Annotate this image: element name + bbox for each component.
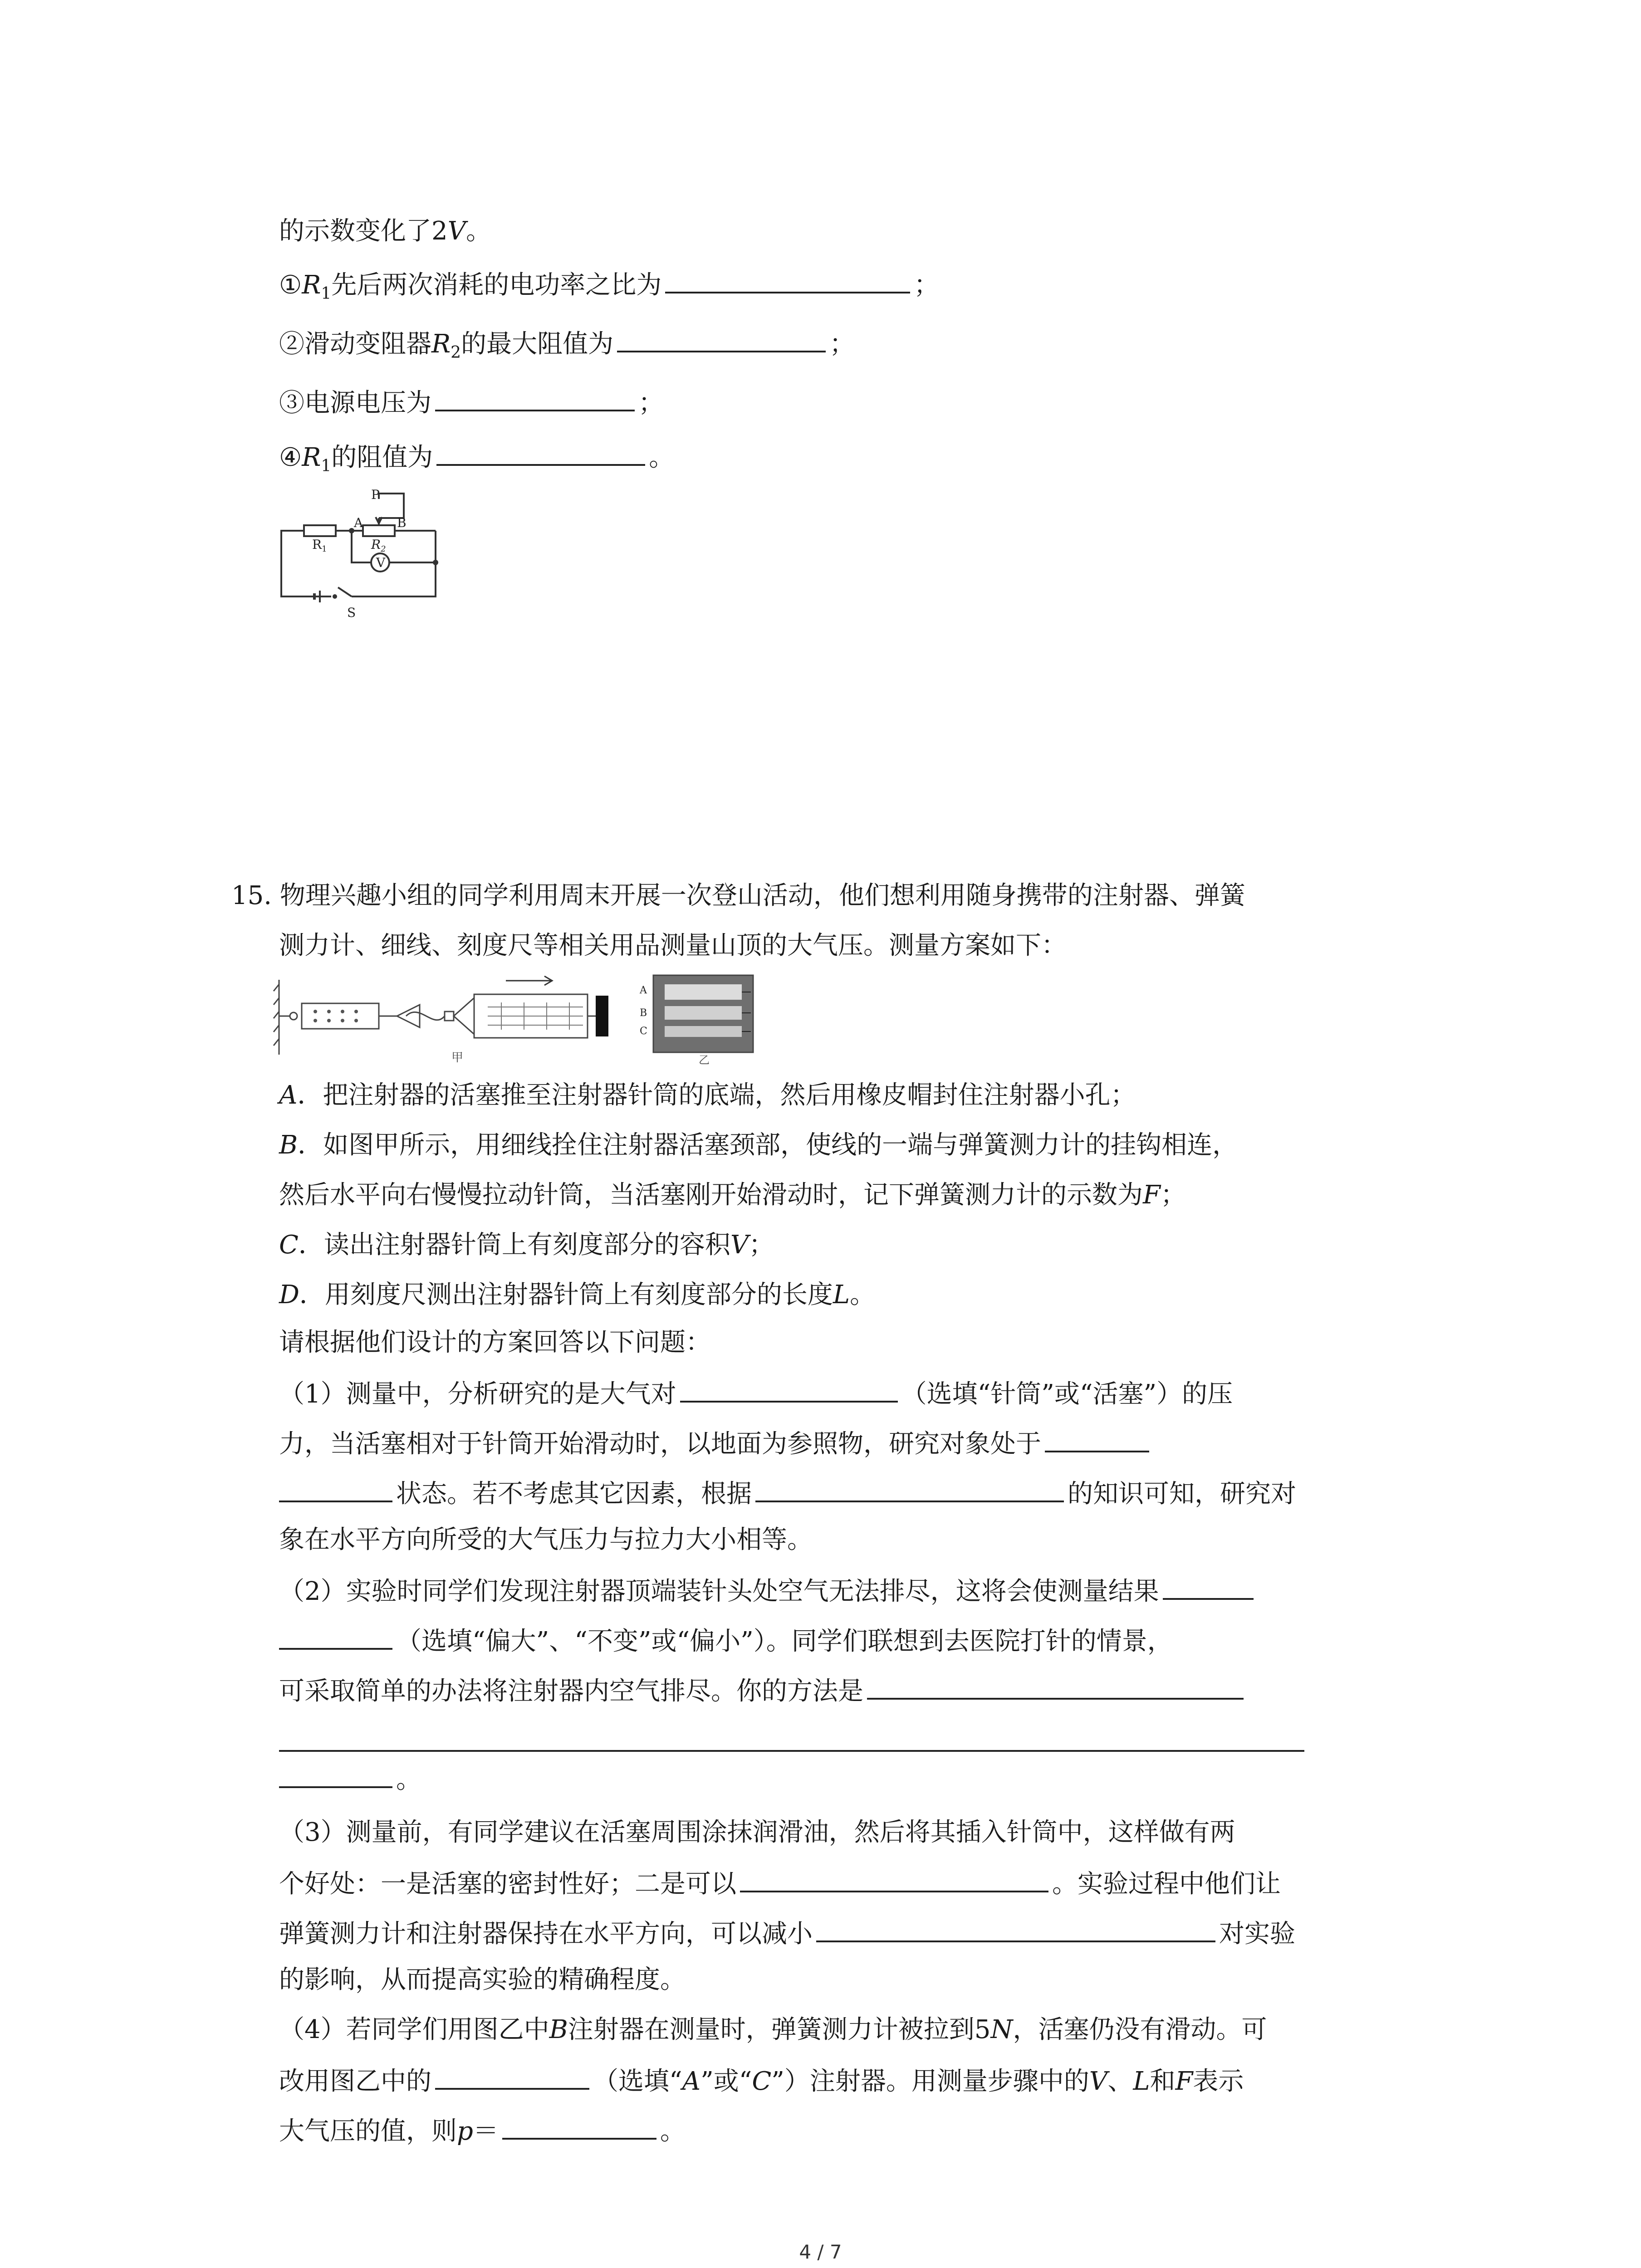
circuit-label-r2: $R_2$ [371,537,386,554]
fig-label-jia: 甲 [451,1051,464,1065]
part1-line-4: 象在水平方向所受的大气压力与拉力大小相等。 [279,1525,813,1554]
part4-line-3: 大气压的值，则p＝ 。 [279,2112,686,2150]
step-c: C．读出注射器针筒上有刻度部分的容积V； [279,1230,774,1260]
switch-label: S [347,605,356,620]
q15-stem-2: 测力计、细线、刻度尺等相关用品测量山顶的大气压。测量方案如下： [279,931,1067,960]
answer-blank[interactable] [867,1672,1244,1700]
fig-label-a: A [640,985,647,996]
syringe-figure-yi [635,971,758,1066]
answer-blank[interactable] [617,324,826,352]
part3-line-1: （3）测量前，有同学建议在活塞周围涂抹润滑油，然后将其插入针筒中，这样做有两 [279,1818,1235,1847]
answer-blank[interactable] [740,1864,1048,1892]
answer-blank[interactable] [1045,1424,1149,1452]
fig-label-c: C [640,1026,647,1037]
part3-line-3: 弹簧测力计和注射器保持在水平方向，可以减小 对实验 [279,1914,1295,1952]
fig-label-b: B [640,1007,647,1019]
part2-line-5: 。 [279,1760,421,1798]
step-b-2: 然后水平向右慢慢拉动针筒，当活塞刚开始滑动时，记下弹簧测力计的示数为F； [279,1180,1186,1210]
circuit-diagram [272,485,454,635]
answer-blank[interactable] [436,438,645,466]
step-d: D．用刻度尺测出注射器针筒上有刻度部分的长度L。 [279,1280,876,1310]
answer-blank[interactable] [1163,1572,1254,1600]
step-a: A．把注射器的活塞推至注射器针筒的底端，然后用橡皮帽封住注射器小孔； [279,1080,1136,1110]
answer-blank[interactable] [816,1914,1215,1942]
part3-line-2: 个好处：一是活塞的密封性好；二是可以 。实验过程中他们让 [279,1864,1281,1902]
part2-line-2: （选填“偏大”、“不变”或“偏小”）。同学们联想到去医院打针的情景， [279,1622,1173,1660]
part4-line-2: 改用图乙中的 （选填“A”或“C”）注射器。用测量步骤中的V、L和F表示 [279,2062,1244,2100]
part2-line-1: （2）实验时同学们发现注射器顶端装针头处空气无法排尽，这将会使测量结果 [279,1572,1257,1610]
q14-item-1: $①R_1$先后两次消耗的电功率之比为 ； [279,265,939,312]
part1-line-1: （1）测量中，分析研究的是大气对 （选填“针筒”或“活塞”）的压 [279,1374,1233,1413]
circuit-label-r1: $R_1$ [312,537,327,554]
part1-line-3: 状态。若不考虑其它因素，根据 的知识可知，研究对 [279,1474,1296,1512]
q14-item-2: ②滑动变阻器$R_2$的最大阻值为 ； [279,324,855,371]
answer-blank[interactable] [680,1374,898,1403]
answer-blank[interactable] [279,1760,392,1788]
q15-stem-1: 15. 物理兴趣小组的同学利用周末开展一次登山活动，他们想利用随身携带的注射器、弹簧 [231,881,1245,910]
intro-line: 的示数变化了2V。 [279,216,492,246]
answer-blank[interactable] [435,2062,589,2090]
q14-item-4: $④R_1$的阻值为 。 [279,438,674,484]
part3-line-4: 的影响，从而提高实验的精确程度。 [279,1965,686,1994]
circuit-label-p: P [371,487,380,502]
q14-item-3: ③电源电压为 ； [279,383,664,421]
answer-blank[interactable] [665,265,910,293]
circuit-label-b: B [397,515,407,530]
answer-blank[interactable] [502,2112,656,2140]
part4-line-1: （4）若同学们用图乙中B注射器在测量时，弹簧测力计被拉到5N，活塞仍没有滑动。可 [279,2015,1267,2044]
fig-label-yi: 乙 [699,1054,710,1066]
ask-line: 请根据他们设计的方案回答以下问题： [279,1328,711,1357]
part1-line-2: 力，当活塞相对于针筒开始滑动时，以地面为参照物，研究对象处于 [279,1424,1153,1462]
answer-blank-long[interactable] [279,1724,1304,1752]
answer-blank[interactable] [755,1474,1064,1502]
answer-blank[interactable] [435,383,635,411]
part2-line-3: 可采取简单的办法将注射器内空气排尽。你的方法是 [279,1672,1247,1710]
answer-blank[interactable] [279,1474,392,1502]
circuit-label-a: A [354,515,363,530]
voltmeter-label: V [376,555,386,570]
syringe-figure-jia [270,971,656,1066]
answer-blank[interactable] [279,1622,392,1650]
step-b-1: B．如图甲所示，用细线拴住注射器活塞颈部，使线的一端与弹簧测力计的挂钩相连， [279,1130,1238,1160]
page-number: 4 / 7 [799,2241,842,2263]
